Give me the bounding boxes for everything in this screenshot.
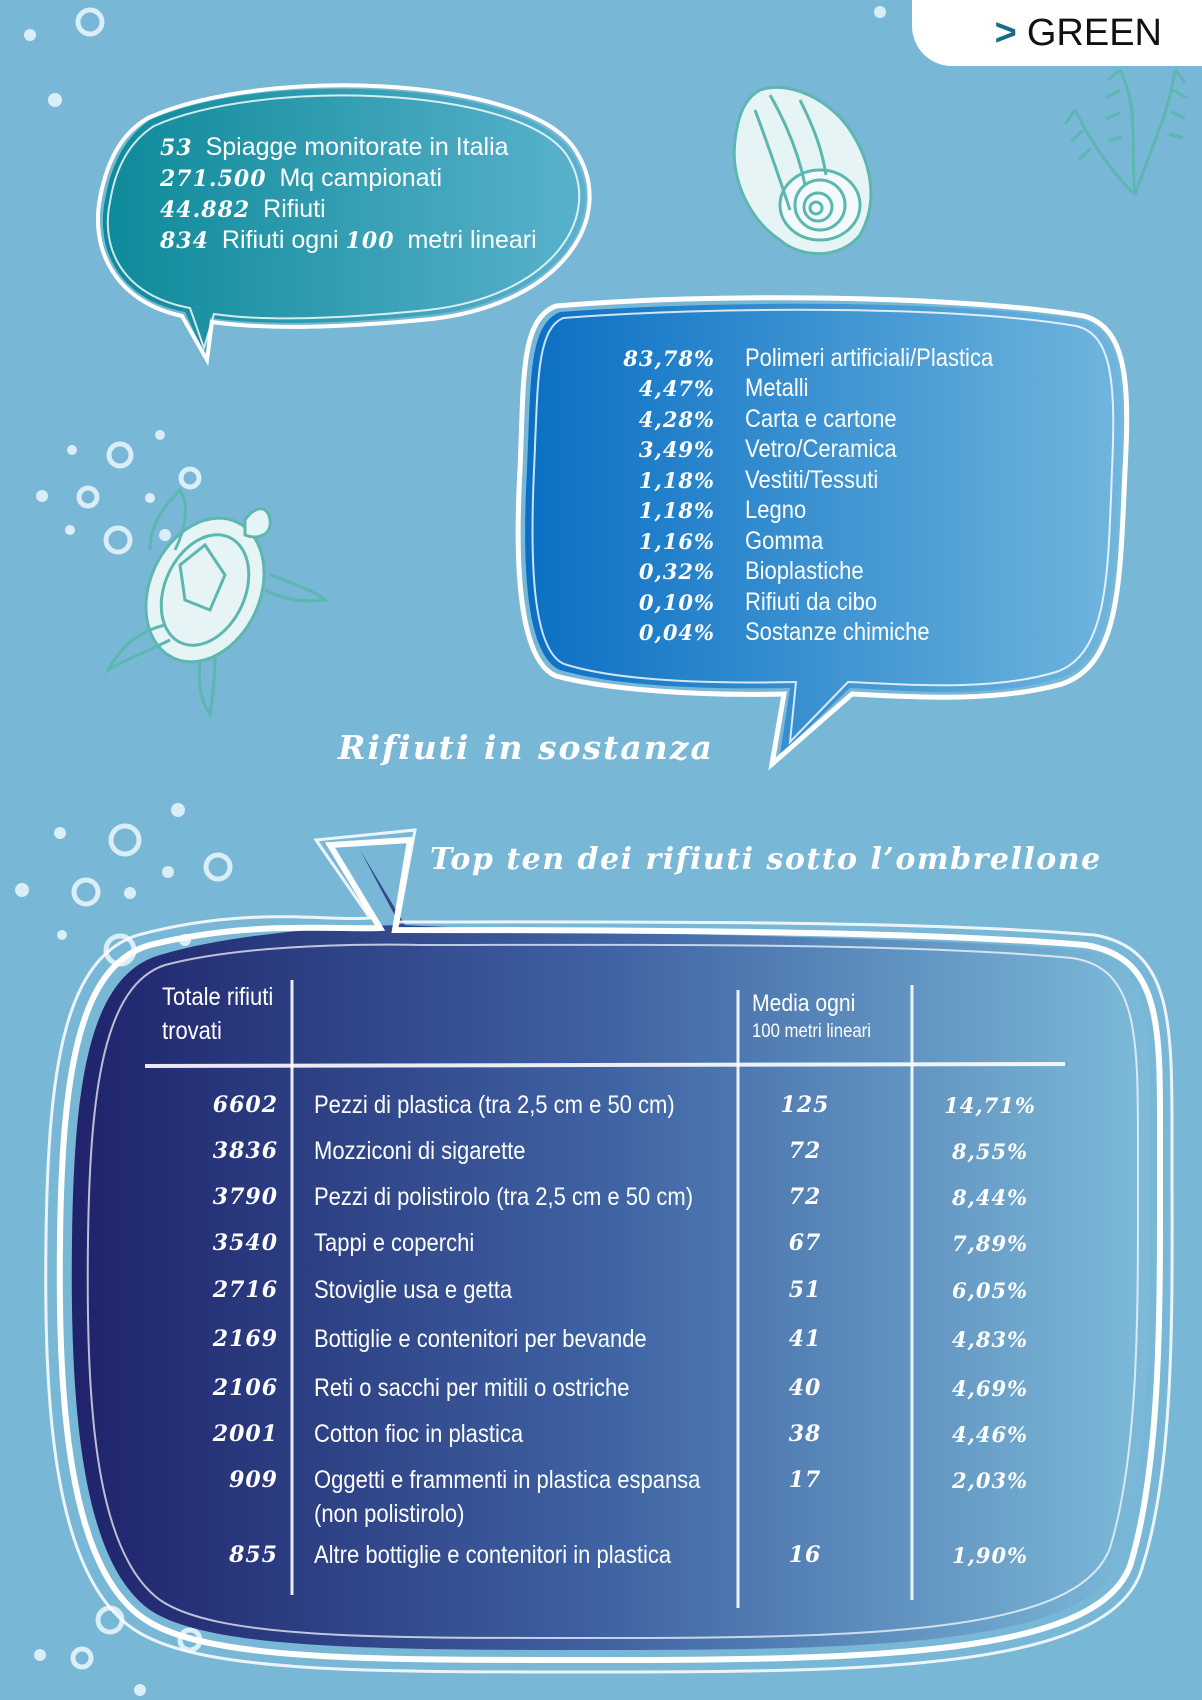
cell-item-line1: Oggetti e frammenti in plastica espansa xyxy=(314,1466,701,1494)
top-ten-title: Top ten dei rifiuti sotto l’ombrellone xyxy=(430,842,1102,877)
summary-value: 834 xyxy=(160,228,209,254)
table-row xyxy=(0,1226,1202,1266)
cell-total: 909 xyxy=(229,1467,278,1493)
material-row xyxy=(580,526,1027,557)
material-label: Metalli xyxy=(745,374,809,403)
cell-item xyxy=(314,1463,701,1531)
cell-average: 51 xyxy=(788,1277,822,1303)
cell-total: 855 xyxy=(229,1542,278,1568)
cell-percent: 6,05% xyxy=(951,1278,1029,1303)
cell-total: 2106 xyxy=(212,1375,278,1401)
summary-value: 271.500 xyxy=(160,166,267,192)
cell-total: 2716 xyxy=(212,1277,278,1303)
column-header-average xyxy=(752,990,871,1046)
table-row xyxy=(0,1463,1202,1543)
cell-item: Pezzi di plastica (tra 2,5 cm e 50 cm) xyxy=(314,1091,675,1119)
seaweed-icon xyxy=(1065,70,1187,195)
cell-item: Cotton fioc in plastica xyxy=(314,1420,524,1448)
material-pct: 4,47% xyxy=(638,376,715,402)
table-row xyxy=(0,1322,1202,1362)
materials-title: Rifiuti in sostanza xyxy=(338,728,714,767)
material-pct: 4,28% xyxy=(638,406,715,432)
material-label: Rifiuti da cibo xyxy=(745,587,878,616)
cell-percent: 4,46% xyxy=(951,1422,1029,1447)
cell-total: 6602 xyxy=(212,1092,278,1118)
summary-row xyxy=(160,132,537,163)
cell-item: Pezzi di polistirolo (tra 2,5 cm e 50 cm) xyxy=(314,1183,694,1211)
cell-item: Mozziconi di sigarette xyxy=(314,1137,526,1165)
table-row xyxy=(0,1538,1202,1578)
table-row xyxy=(0,1180,1202,1220)
material-pct: 83,78% xyxy=(623,345,715,371)
cell-item: Tappi e coperchi xyxy=(314,1229,475,1257)
cell-total: 3540 xyxy=(212,1230,278,1256)
cell-percent: 8,55% xyxy=(951,1139,1029,1164)
cell-percent: 2,03% xyxy=(951,1468,1029,1493)
cell-total: 3836 xyxy=(212,1138,278,1164)
material-label: Vestiti/Tessuti xyxy=(745,465,879,494)
cell-average: 16 xyxy=(788,1542,822,1568)
cell-total: 2001 xyxy=(212,1421,278,1447)
section-tab xyxy=(912,0,1202,66)
summary-stats xyxy=(160,132,537,256)
material-row xyxy=(580,343,1027,374)
summary-row xyxy=(160,163,537,194)
summary-row xyxy=(160,194,537,225)
cell-average: 72 xyxy=(788,1184,822,1210)
summary-label-2: metri lineari xyxy=(407,226,537,254)
seashell-icon xyxy=(734,87,871,253)
table-row xyxy=(0,1371,1202,1411)
cell-average: 41 xyxy=(788,1326,822,1352)
cell-item: Bottiglie e contenitori per bevande xyxy=(314,1325,647,1353)
column-header-average-line2: 100 metri lineari xyxy=(752,1021,871,1042)
table-row xyxy=(0,1088,1202,1128)
cell-percent: 8,44% xyxy=(951,1185,1029,1210)
material-row xyxy=(580,557,1027,588)
cell-average: 67 xyxy=(788,1230,822,1256)
material-pct: 1,18% xyxy=(638,498,715,524)
summary-label: Rifiuti xyxy=(263,195,326,223)
column-header-total-line1: Totale rifiuti xyxy=(162,983,274,1011)
material-row xyxy=(580,496,1027,527)
chevron-right-icon: > xyxy=(994,11,1017,54)
material-pct: 0,10% xyxy=(638,589,715,615)
material-pct: 0,32% xyxy=(638,559,715,585)
cell-average: 72 xyxy=(788,1138,822,1164)
material-pct: 3,49% xyxy=(638,437,715,463)
cell-item: Altre bottiglie e contenitori in plastica xyxy=(314,1541,672,1569)
summary-label: Mq campionati xyxy=(279,164,443,192)
column-header-average-line1: Media ogni xyxy=(752,990,856,1017)
material-label: Vetro/Ceramica xyxy=(745,435,897,464)
material-label: Sostanze chimiche xyxy=(745,618,930,647)
material-row xyxy=(580,465,1027,496)
material-label: Gomma xyxy=(745,526,824,555)
material-label: Legno xyxy=(745,496,807,525)
material-pct: 1,18% xyxy=(638,467,715,493)
material-row xyxy=(580,618,1027,649)
cell-percent: 4,83% xyxy=(951,1327,1029,1352)
cell-average: 17 xyxy=(788,1467,822,1493)
summary-value: 44.882 xyxy=(160,197,251,223)
table-row xyxy=(0,1417,1202,1457)
section-label: GREEN xyxy=(1026,11,1162,54)
table-row xyxy=(0,1134,1202,1174)
material-label: Carta e cartone xyxy=(745,404,897,433)
cell-percent: 4,69% xyxy=(951,1376,1029,1401)
cell-percent: 1,90% xyxy=(951,1543,1029,1568)
material-row xyxy=(580,587,1027,618)
column-header-total-line2: trovati xyxy=(162,1017,222,1045)
material-row xyxy=(580,374,1027,405)
summary-value: 53 xyxy=(160,135,193,161)
material-pct: 1,16% xyxy=(638,528,715,554)
materials-list xyxy=(580,343,1027,648)
cell-item: Reti o sacchi per mitili o ostriche xyxy=(314,1374,630,1402)
material-row xyxy=(580,404,1027,435)
material-row xyxy=(580,435,1027,466)
turtle-icon xyxy=(108,490,325,715)
cell-percent: 7,89% xyxy=(951,1231,1029,1256)
cell-item: Stoviglie usa e getta xyxy=(314,1276,513,1304)
material-pct: 0,04% xyxy=(638,620,715,646)
table-row xyxy=(0,1273,1202,1313)
cell-total: 3790 xyxy=(212,1184,278,1210)
summary-value-2: 100 xyxy=(345,228,395,254)
material-label: Polimeri artificiali/Plastica xyxy=(745,343,994,372)
summary-label: Rifiuti ogni xyxy=(221,226,339,254)
cell-percent: 14,71% xyxy=(944,1093,1036,1118)
column-header-total xyxy=(162,980,273,1048)
cell-average: 125 xyxy=(780,1092,830,1118)
summary-label: Spiagge monitorate in Italia xyxy=(205,133,509,161)
summary-row xyxy=(160,225,537,256)
cell-average: 40 xyxy=(788,1375,822,1401)
cell-item-line2: (non polistirolo) xyxy=(314,1500,465,1528)
cell-average: 38 xyxy=(788,1421,822,1447)
cell-total: 2169 xyxy=(212,1326,278,1352)
material-label: Bioplastiche xyxy=(745,557,864,586)
